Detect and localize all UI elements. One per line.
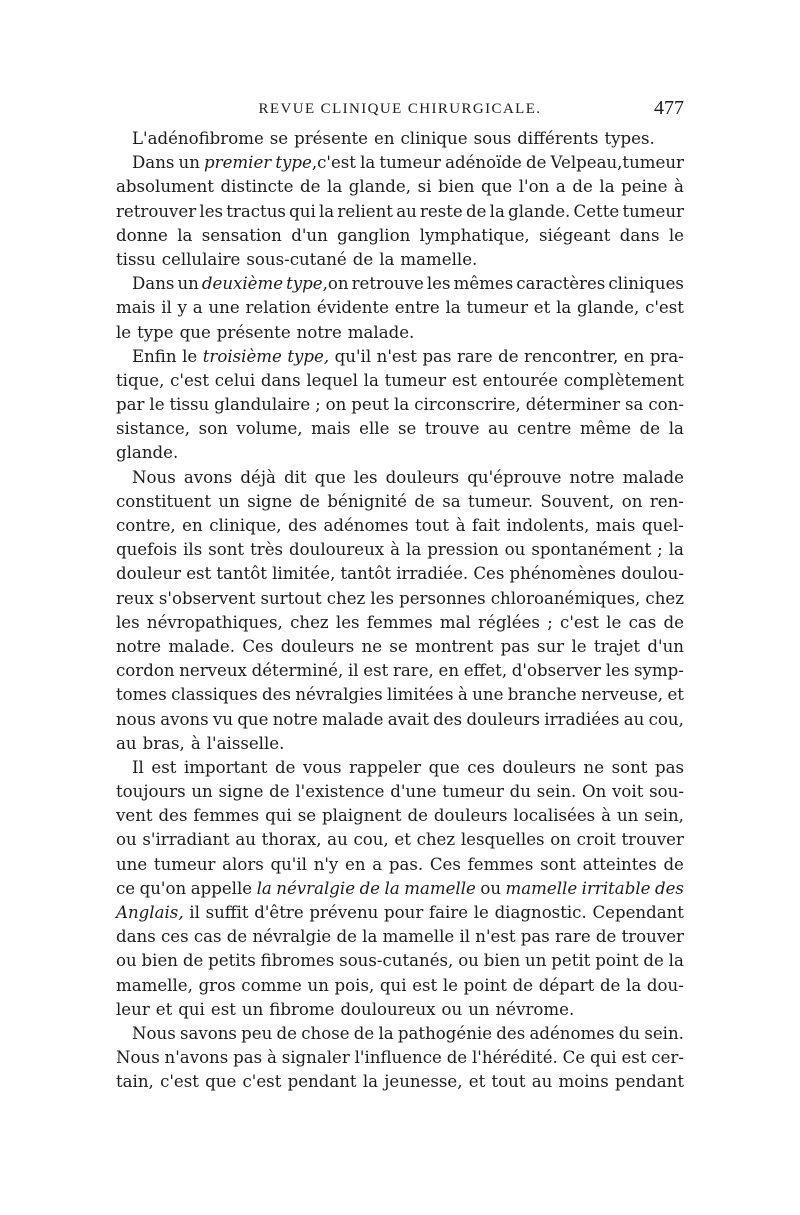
text-line: Enfin le troisième type, qu'il n'est pas rare de rencontrer, en pra-: [132, 346, 684, 366]
text-line: L'adénofibrome se présente en clinique sous différents types.: [132, 129, 655, 148]
running-head: [116, 97, 684, 123]
text-line: les névropathiques, chez les femmes mal réglées ; c'est le cas de: [116, 612, 684, 632]
text-line: Dans un deuxième type,on retrouve les mêmes caractères cliniques: [132, 274, 684, 294]
page-number: 477: [654, 97, 684, 119]
text-line: Il est important de vous rappeler que ces douleurs ne sont pas: [132, 757, 684, 777]
text-line: dans ces cas de névralgie de la mamelle il n'est pas rare de trouver: [116, 927, 684, 947]
text-line: Dans un premier type,c'est la tumeur adénoïde de Velpeau,tumeur: [132, 153, 684, 173]
text-line: tain, c'est que c'est pendant la jeunesse, et tout au moins pendant: [116, 1072, 684, 1092]
text-line: reux s'observent surtout chez les personnes chloroanémiques, chez: [116, 588, 684, 608]
text-line: douleur est tantôt limitée, tantôt irradiée. Ces phénomènes doulou-: [116, 564, 684, 584]
text-line: tomes classiques des névralgies limitées à une branche nerveuse, et: [116, 685, 684, 705]
text-line: cordon nerveux déterminé, il est rare, en effet, d'observer les symp-: [116, 661, 684, 681]
text-line: mamelle, gros comme un pois, qui est le point de départ de la dou-: [116, 975, 684, 995]
text-line: mais il y a une relation évidente entre la tumeur et la glande, c'est: [116, 298, 684, 318]
text-line: vent des femmes qui se plaignent de douleurs localisées à un sein,: [116, 806, 684, 826]
running-title: REVUE CLINIQUE CHIRURGICALE.: [258, 101, 542, 117]
text-line: notre malade. Ces douleurs ne se montrent pas sur le trajet d'un: [116, 636, 684, 656]
text-line: au bras, à l'aisselle.: [116, 733, 285, 753]
text-line: ce qu'on appelle la névralgie de la mamelle ou mamelle irritable des: [116, 878, 684, 898]
text-line: Anglais, il suffit d'être prévenu pour faire le diagnostic. Cependant: [116, 903, 684, 922]
text-line: par le tissu glandulaire ; on peut la circonscrire, déterminer sa con-: [116, 395, 684, 415]
text-line: le type que présente notre malade.: [116, 322, 415, 342]
text-line: Nous n'avons pas à signaler l'influence de l'hérédité. Ce qui est cer-: [116, 1048, 684, 1068]
text-line: retrouver les tractus qui la relient au reste de la glande. Cette tumeur: [116, 201, 684, 221]
text-line: ou bien de petits fibromes sous-cutanés, ou bien un petit point de la: [116, 951, 684, 971]
text-line: tique, c'est celui dans lequel la tumeur est entourée complètement: [116, 370, 684, 390]
text-line: donne la sensation d'un ganglion lymphatique, siégeant dans le: [116, 225, 684, 245]
text-line: absolument distincte de la glande, si bien que l'on a de la peine à: [116, 177, 684, 197]
text-line: Nous avons déjà dit que les douleurs qu'éprouve notre malade: [132, 467, 684, 487]
body-text: [116, 127, 684, 1095]
text-line: ou s'irradiant au thorax, au cou, et chez lesquelles on croit trouver: [116, 830, 684, 850]
text-line: quefois ils sont très douloureux à la pression ou spontanément ; la: [116, 540, 684, 560]
text-line: constituent un signe de bénignité de sa tumeur. Souvent, on ren-: [116, 491, 684, 511]
text-line: une tumeur alors qu'il n'y en a pas. Ces femmes sont atteintes de: [116, 854, 684, 874]
text-line: tissu cellulaire sous-cutané de la mamelle.: [116, 249, 478, 269]
text-line: contre, en clinique, des adénomes tout à fait indolents, mais quel-: [116, 516, 684, 535]
text-line: toujours un signe de l'existence d'une tumeur du sein. On voit sou-: [116, 782, 684, 802]
text-line: sistance, son volume, mais elle se trouve au centre même de la: [116, 419, 684, 439]
text-line: glande.: [116, 443, 179, 463]
text-line: nous avons vu que notre malade avait des douleurs irradiées au cou,: [116, 709, 684, 729]
text-line: Nous savons peu de chose de la pathogénie des adénomes du sein.: [132, 1023, 684, 1043]
text-line: leur et qui est un fibrome douloureux ou un névrome.: [116, 999, 575, 1019]
